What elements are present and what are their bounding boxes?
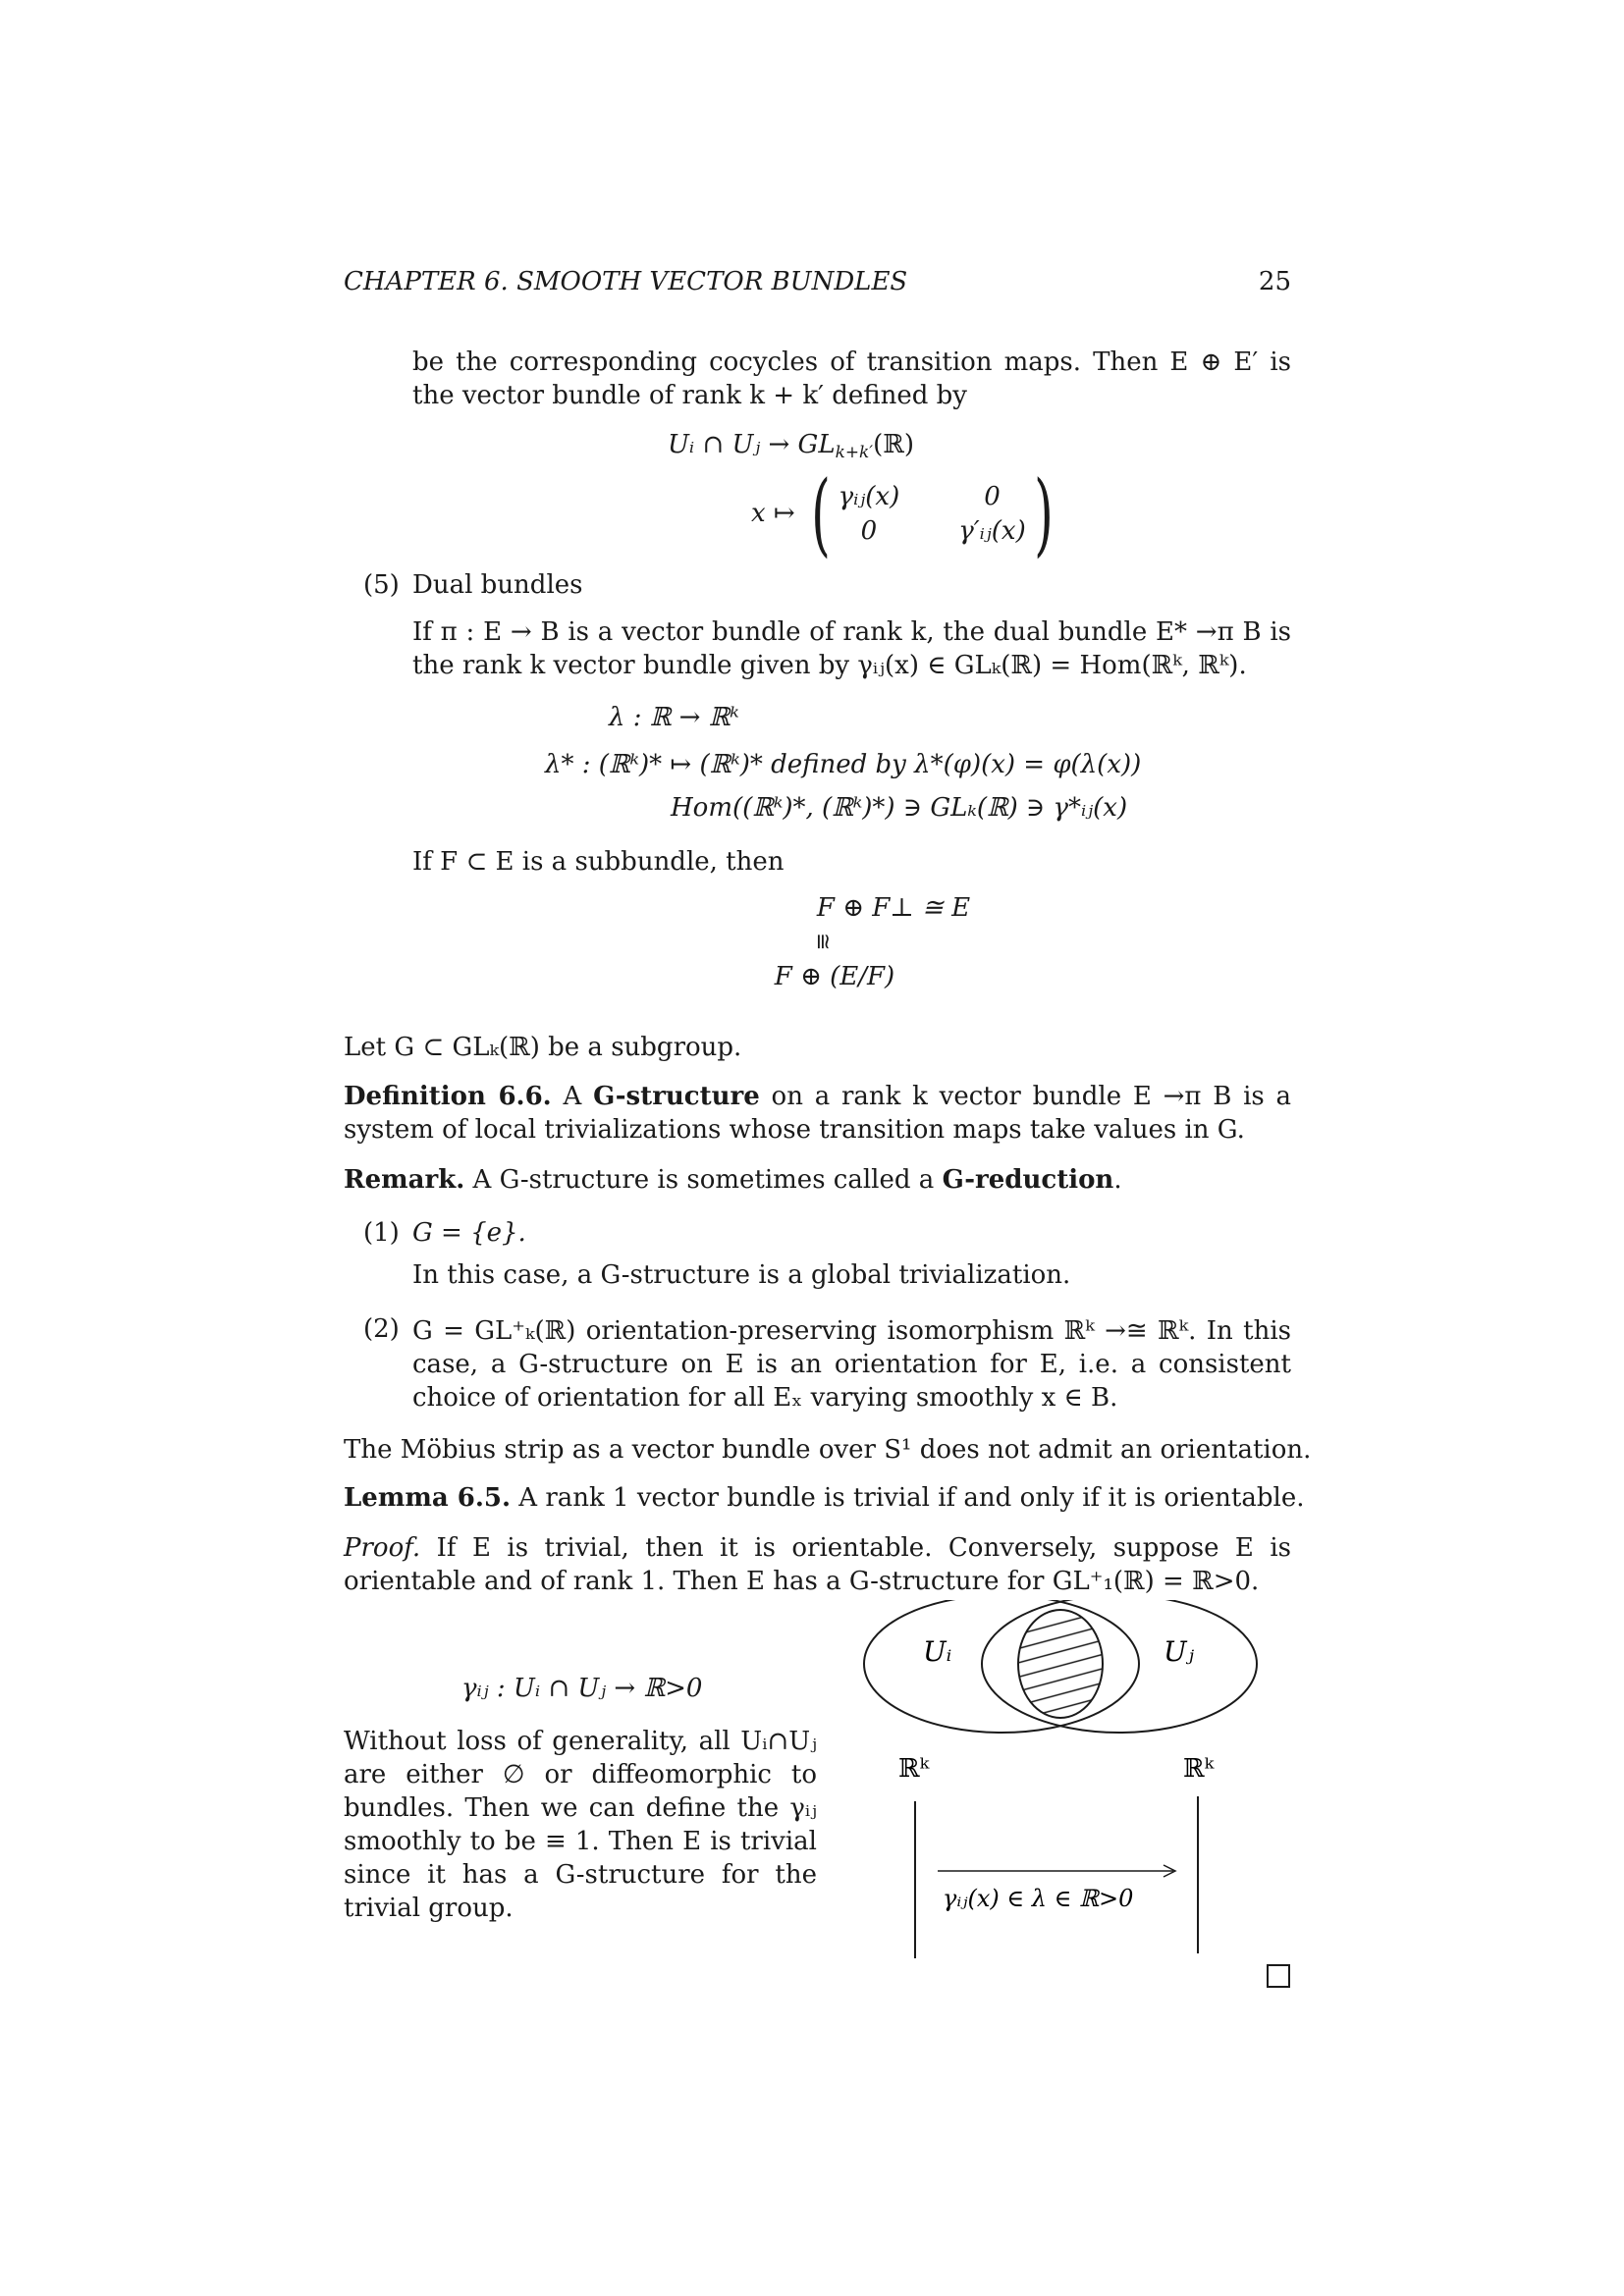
proof-conclusion: Without loss of generality, all Uᵢ∩Uⱼ are either ∅ or diffeomorphic to bundles. Then we can define the γᵢⱼ smoothly to be ≡ 1. Then E is trivial since it has a G-structure for the trivial group. [344, 1727, 817, 1923]
transition-map-equation: Uᵢ ∩ Uⱼ → $GL_{k+k'}(ℝ)$ [668, 430, 914, 462]
gamma-map-equation: γᵢⱼ : Uᵢ ∩ Uⱼ → ℝ>0 [461, 1674, 703, 1703]
label-uj: Uⱼ [1164, 1635, 1194, 1668]
intersection-hatch [1018, 1610, 1103, 1718]
dual-bundles-title: Dual bundles [412, 570, 583, 600]
proof-text: Proof. If E is trivial, then it is orientable. Conversely, suppose E is orientable and of rank 1. Then E has a G-structure for GL⁺₁(ℝ) = ℝ>0. [344, 1533, 1291, 1596]
matrix-entry: 0 [860, 516, 878, 546]
item-label-1: (1) [363, 1218, 400, 1248]
subgroup-text: Let G ⊂ GLₖ(ℝ) be a subgroup. [344, 1033, 742, 1062]
hom-equation: Hom((ℝᵏ)*, (ℝᵏ)*) ∋ GLₖ(ℝ) ∋ γ*ᵢⱼ(x) [671, 793, 1128, 823]
case-2-body: G = GL⁺ₖ(ℝ) orientation-preserving isomorphism ℝᵏ →≅ ℝᵏ. In this case, a G-structure on E is an orientation for E, i.e. a consistent choice of orientation for all Eₓ varying smoothly x ∈ B. [412, 1316, 1291, 1413]
page-number: 25 [1258, 267, 1291, 296]
block-matrix-equation: x ↦ ( γᵢⱼ(x) 0 0 γ′ᵢⱼ(x) ) [751, 461, 1054, 566]
lemma-6-5: Lemma 6.5. A rank 1 vector bundle is trivial if and only if it is orientable. [344, 1483, 1305, 1513]
lambda-dual-equation: λ* : (ℝᵏ)* ↦ (ℝᵏ)* defined by λ*(φ)(x) = φ(λ(x)) [545, 750, 1142, 779]
lambda-map-equation: λ : ℝ → ℝᵏ [609, 703, 739, 732]
sum-bundle-intro: be the corresponding cocycles of transition maps. Then E ⊕ E′ is the vector bundle of rank k + k′ defined by [412, 347, 1291, 410]
label-rk-right: ℝᵏ [1183, 1754, 1215, 1784]
mobius-text: The Möbius strip as a vector bundle over S¹ does not admit an orientation. [344, 1435, 1312, 1465]
item-label-2: (2) [363, 1314, 400, 1344]
label-ui: Uᵢ [923, 1635, 952, 1668]
matrix-entry: 0 [984, 481, 1001, 511]
definition-6-6: Definition 6.6. A G-structure on a rank k vector bundle E →π B is a system of local trivializations whose transition maps take values in G. [344, 1082, 1292, 1145]
running-header: CHAPTER 6. SMOOTH VECTOR BUNDLES [344, 267, 908, 296]
venn-diagram [854, 1600, 1267, 1973]
iso-vertical: ≅ [810, 932, 836, 951]
iso-bottom: F ⊕ (E/F) [774, 962, 895, 991]
matrix-entry: γ′ᵢⱼ(x) [958, 516, 1026, 546]
subbundle-text: If F ⊂ E is a subbundle, then [412, 847, 785, 877]
dual-bundles-text: If π : E → B is a vector bundle of rank k, the dual bundle E* →π B is the rank k vector bundle given by γᵢⱼ(x) ∈ GLₖ(ℝ) = Hom(ℝᵏ, ℝᵏ). [412, 617, 1291, 680]
arrow-label: γᵢⱼ(x) ∈ λ ∈ ℝ>0 [943, 1885, 1134, 1912]
case-1-head: G = {e}. [412, 1218, 526, 1248]
iso-top: F ⊕ F⊥ ≅ E [816, 893, 971, 923]
remark: Remark. A G-structure is sometimes called a G-reduction. [344, 1165, 1122, 1195]
matrix-entry: γᵢⱼ(x) [838, 481, 900, 511]
case-1-body: In this case, a G-structure is a global trivialization. [412, 1260, 1071, 1290]
item-label-5: (5) [363, 570, 400, 600]
label-rk-left: ℝᵏ [898, 1754, 930, 1784]
qed-symbol [1267, 1964, 1290, 1988]
